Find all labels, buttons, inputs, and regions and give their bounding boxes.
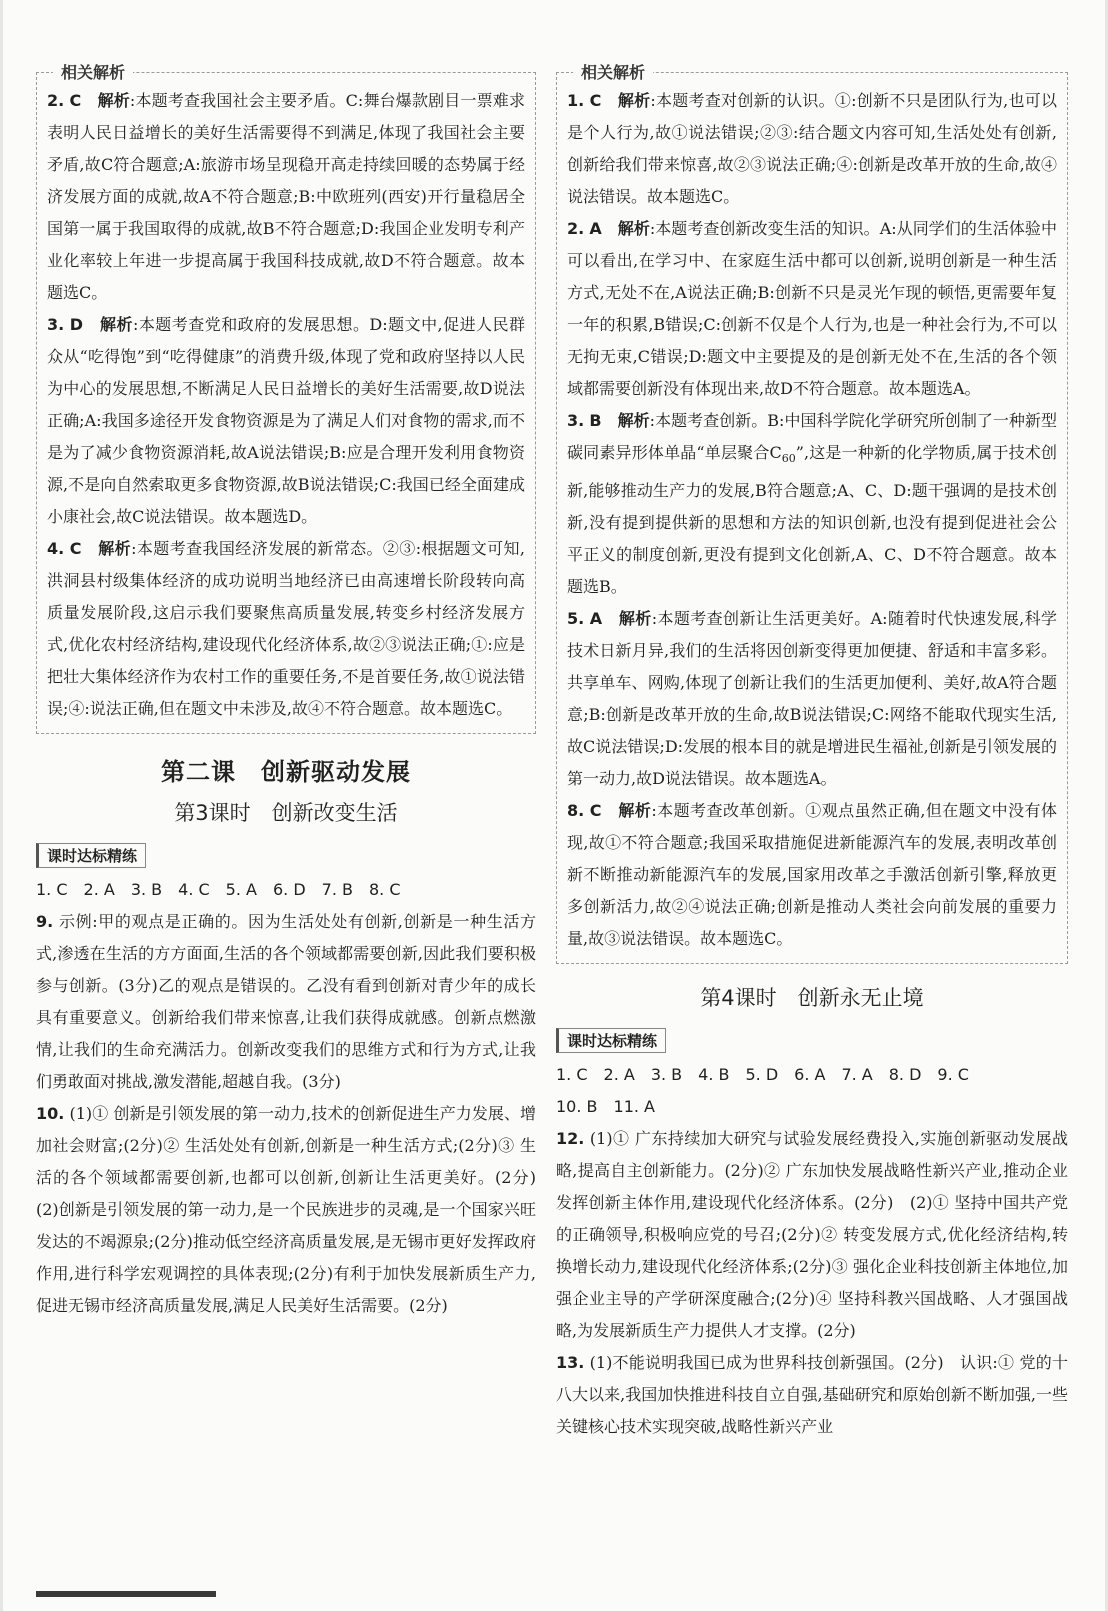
lesson3-title: 第3课时 创新改变生活: [174, 801, 398, 825]
left-quick-answers: 1. C 2. A 3. B 4. C 5. A 6. D 7. B 8. C: [36, 880, 401, 899]
right-quick-answers-1: 1. C 2. A 3. B 4. B 5. D 6. A 7. A 8. D 9. C: [556, 1065, 969, 1085]
right-analysis-item: 8. C 解析:本题考查改革创新。①观点虽然正确,但在题文中没有体现,故①不符合题意;我国采取措施促进新能源汽车的发展,表明改革创新不断推动新能源汽车的发展,国家用改革之手激活创新引擎,释放更多创新活力,故②④说法正确;创新是推动人类社会向前发展的重要力量,故③说法错误。故本题选C。: [567, 801, 1057, 949]
left-analysis-item: 4. C 解析:本题考查我国经济发展的新常态。②③:根据题文可知,洪洞县村级集体经济的成功说明当地经济已由高速增长阶段转向高质量发展阶段,这启示我们要聚焦高质量发展,转变乡村经济发展方式,优化农村经济结构,建设现代化经济体系,故②③说法正确;①:应是把壮大集体经济作为农村工作的重要任务,不是首要任务,故①说法错误;④:说法正确,但在题文中未涉及,故④不符合题意。故本题选C。: [47, 539, 525, 718]
left-column: [36, 60, 553, 1322]
question-13: 13. (1)不能说明我国已成为世界科技创新强国。(2分) 认识:① 党的十八大以来,我国加快推进科技自立自强,基础研究和原始创新不断加强,一些关键核心技术实现突破,战略性新兴产业: [556, 1353, 1068, 1437]
footer-bar: [36, 1591, 216, 1597]
right-analysis-item: 5. A 解析:本题考查创新让生活更美好。A:随着时代快速发展,科学技术日新月异,我们的生活将因创新变得更加便捷、舒适和丰富多彩。共享单车、网购,体现了创新让我们的生活更加便利、美好,故A符合题意;B:创新是改革开放的生命,故B说法错误;C:网络不能取代现实生活,故C说法错误;D:发展的根本目的就是增进民生福祉,创新是引领发展的第一动力,故D说法错误。故本题选A。: [567, 609, 1057, 789]
right-section-label: 课时达标精练: [556, 1028, 666, 1053]
question-12: 12. (1)① 广东持续加大研究与试验发展经费投入,实施创新驱动发展战略,提高自主创新能力。(2分)② 广东加快发展战略性新兴产业,推动企业发挥创新主体作用,建设现代化经济体系。(2分) (2)① 坚持中国共产党的正确领导,积极响应党的号召;(2分)② 转变发展方式,优化经济结构,转换增长动力,建设现代化经济体系;(2分)③ 强化企业科技创新主体地位,加强企业主导的产学研深度融合;(2分)④ 坚持科教兴国战略、人才强国战略,为发展新质生产力提供人才支撑。(2分): [556, 1129, 1068, 1341]
right-analysis-box: [556, 63, 1068, 964]
left-analysis-box: [36, 63, 536, 734]
right-analysis-item: 3. B 解析:本题考查创新。B:中国科学院化学研究所创制了一种新型碳同素异形体单晶“单层聚合$C_{60}$”,这是一种新的化学物质,属于技术创新,能够推动生产力的发展,B符合题意;A、C、D:题干强调的是技术创新,没有提到提供新的思想和方法的知识创新,也没有提到促进社会公平正义的制度创新,更没有提到文化创新,A、C、D不符合题意。故本题选B。: [567, 411, 1057, 597]
question-9: 9. 示例:甲的观点是正确的。因为生活处处有创新,创新是一种生活方式,渗透在生活的方方面面,生活的各个领域都需要创新,因此我们要积极参与创新。(3分)乙的观点是错误的。乙没有看到创新对青少年的成长具有重要意义。创新给我们带来惊喜,让我们获得成就感。创新点燃激情,让我们的生命充满活力。创新改变我们的思维方式和行为方式,让我们勇敢面对挑战,激发潜能,超越自我。(3分): [36, 912, 536, 1091]
page-edge-left: [0, 0, 3, 1611]
left-section-label: 课时达标精练: [36, 843, 146, 868]
right-analysis-title: 相关解析: [573, 60, 653, 83]
right-analysis-item: 1. C 解析:本题考查对创新的认识。①:创新不只是团队行为,也可以是个人行为,故①说法错误;②③:结合题文内容可知,生活处处有创新,创新给我们带来惊喜,故②③说法正确;④:创新是改革开放的生命,故④说法错误。故本题选C。: [567, 91, 1057, 206]
lesson4-title: 第4课时 创新永无止境: [700, 986, 924, 1011]
right-column: [556, 60, 1068, 1443]
right-analysis-item: 2. A 解析:本题考查创新改变生活的知识。A:从同学们的生活体验中可以看出,在学习中、在家庭生活中都可以创新,说明创新是一种生活方式,无处不在,A说法正确;B:创新不只是灵光乍现的顿悟,更需要年复一年的积累,B错误;C:创新不仅是个人行为,也是一种社会行为,不可以无拘无束,C错误;D:题文中主要提及的是创新无处不在,生活的各个领域都需要创新没有体现出来,故D不符合题意。故本题选A。: [567, 219, 1057, 398]
question-10: 10. (1)① 创新是引领发展的第一动力,技术的创新促进生产力发展、增加社会财富;(2分)② 生活处处有创新,创新是一种生活方式;(2分)③ 生活的各个领域都需要创新,也都可以创新,创新让生活更美好。(2分) (2)创新是引领发展的第一动力,是一个民族进步的灵魂,是一个国家兴旺发达的不竭源泉;(2分)推动低空经济高质量发展,是无锡市更好发挥政府作用,进行科学宏观调控的具体表现;(2分)有利于加快发展新质生产力,促进无锡市经济高质量发展,满足人民美好生活需要。(2分): [36, 1104, 553, 1315]
left-analysis-item: 3. D 解析:本题考查党和政府的发展思想。D:题文中,促进人民群众从“吃得饱”到“吃得健康”的消费升级,体现了党和政府坚持以人民为中心的发展思想,不断满足人民日益增长的美好生活需要,故D说法正确;A:我国多途径开发食物资源是为了满足人们对食物的需求,而不是为了减少食物资源消耗,故A说法错误;B:应是合理开发利用食物资源,不是向自然索取更多食物资源,故B说法错误;C:我国已经全面建成小康社会,故C说法错误。故本题选D。: [47, 315, 525, 526]
right-quick-answers-2: 10. B 11. A: [556, 1097, 655, 1117]
left-analysis-title: 相关解析: [53, 60, 133, 83]
left-analysis-item: 2. C 解析:本题考查我国社会主要矛盾。C:舞台爆款剧目一票难求表明人民日益增长的美好生活需要得不到满足,体现了我国社会主要矛盾,故C符合题意;A:旅游市场呈现稳开高走持续回暖的态势属于经济发展方面的成就,故A不符合题意;B:中欧班列(西安)开行量稳居全国第一属于我国取得的成就,故B不符合题意;D:我国企业发明专利产业化率较上年进一步提高属于我国科技成就,故D不符合题意。故本题选C。: [47, 91, 525, 302]
course-title: 第二课 创新驱动发展: [161, 758, 411, 786]
